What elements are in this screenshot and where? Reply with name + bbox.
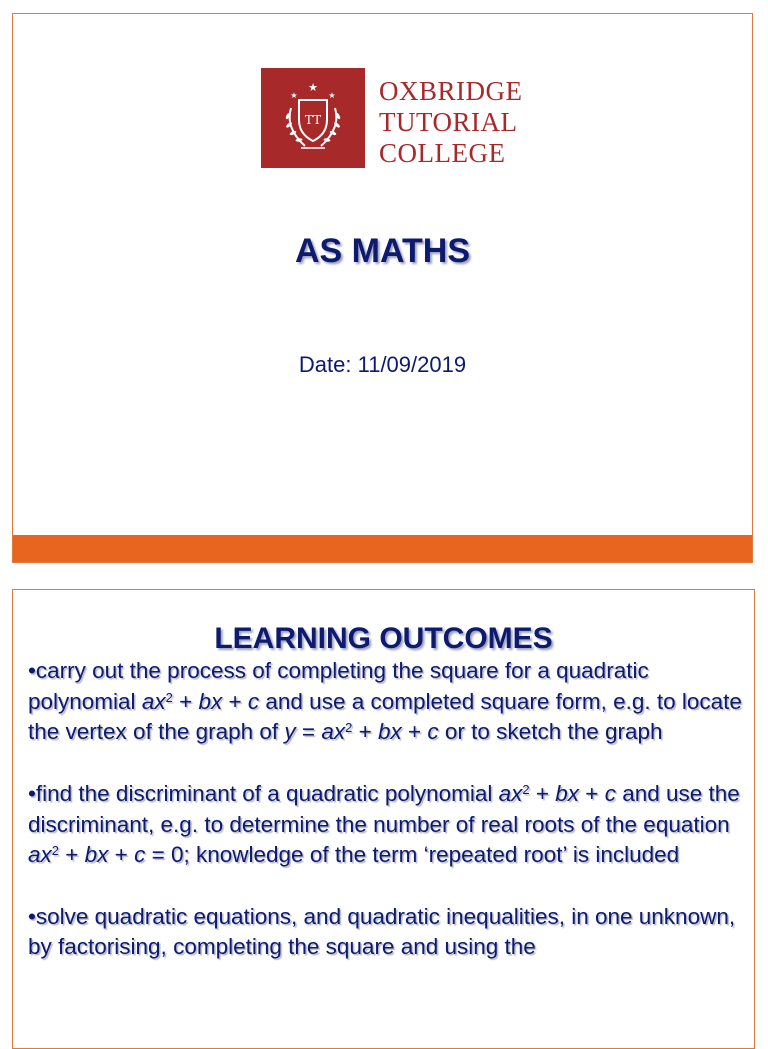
outcome-bullet-3: •solve quadratic equations, and quadratic inequalities, in one unknown, by factorising, completing the square and using the — [28, 903, 736, 960]
svg-text:★: ★ — [308, 81, 318, 94]
college-crest-logo — [261, 68, 365, 168]
college-name — [379, 76, 523, 169]
outcomes-list — [28, 656, 743, 994]
slide-heading: LEARNING OUTCOMES — [214, 622, 553, 655]
college-name-line1: OXBRIDGE — [379, 76, 523, 106]
outcome-bullet-2: •find the discriminant of a quadratic polynomial $ax^2$ + bx + c and use the discriminant, e.g. to determine the number of real roots of the equation $ax^2$ + bx + c = 0; knowledge of the term ‘repeated root’ is included — [28, 780, 740, 868]
slide-title: AS MATHS — [294, 232, 471, 270]
outcome-bullet-1: •carry out the process of completing the square for a quadratic polynomial $ax^2$ + bx + c and use a completed square form, e.g. to locate the vertex of the graph of $y = ax^2$ + bx + c or to sketch the graph — [28, 658, 742, 745]
svg-text:★: ★ — [290, 91, 298, 100]
title-slide — [12, 13, 753, 563]
svg-text:★: ★ — [328, 91, 336, 100]
footer-accent-bar — [13, 535, 752, 562]
emblem-letters: TT — [304, 113, 322, 127]
learning-outcomes-slide — [12, 589, 755, 1049]
shield-laurel-icon — [261, 68, 365, 168]
college-name-line2: TUTORIAL — [379, 107, 518, 137]
college-name-line3: COLLEGE — [379, 138, 506, 168]
slide-date: Date: 11/09/2019 — [298, 352, 467, 377]
